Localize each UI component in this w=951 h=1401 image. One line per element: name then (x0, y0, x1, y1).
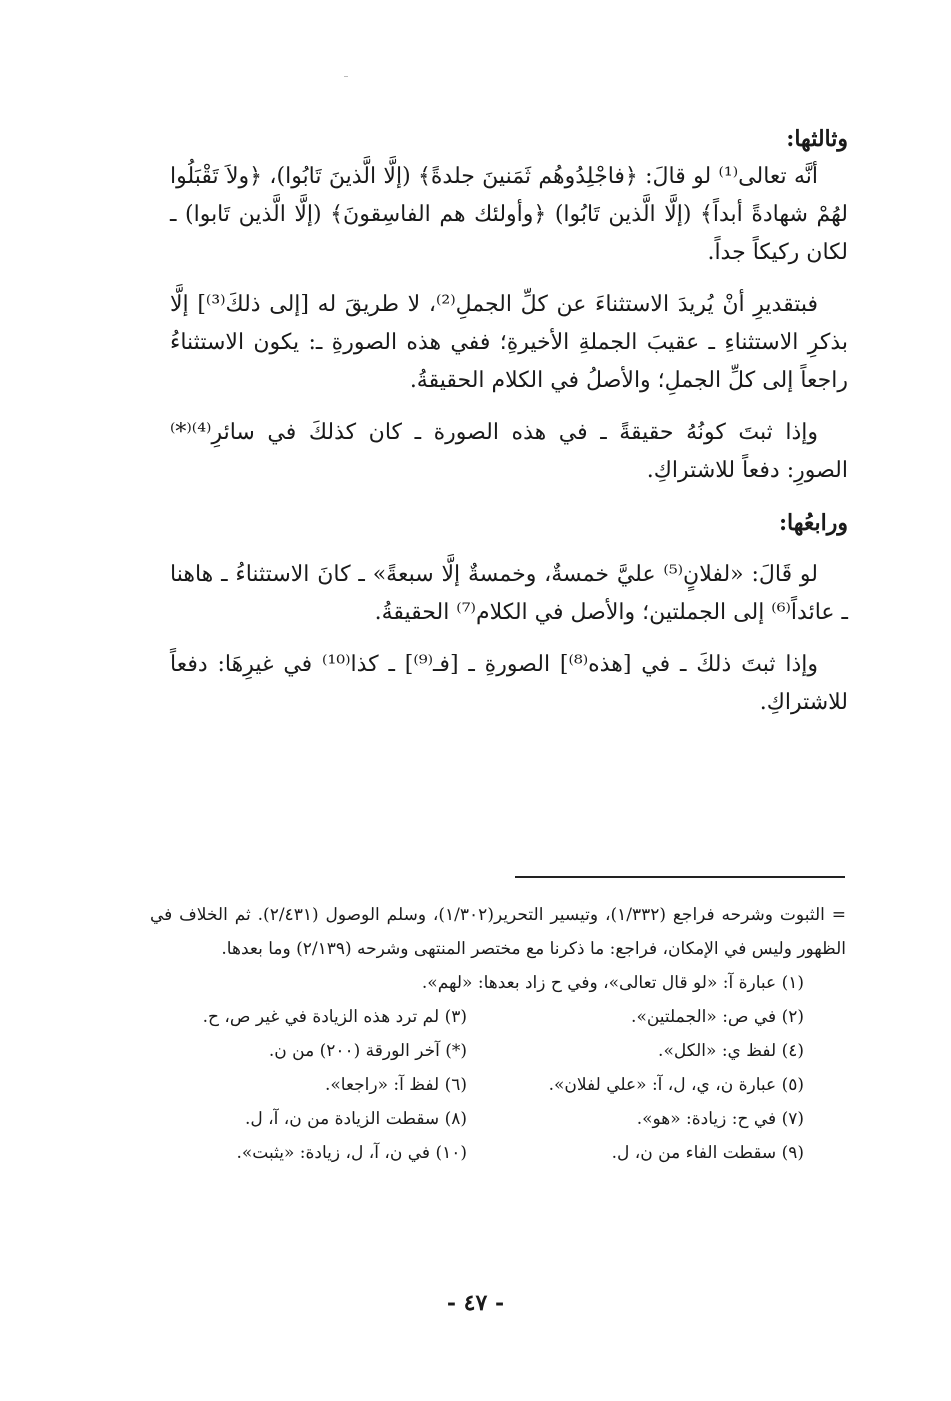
paragraph: فبتقديرِ أنْ يُريدَ الاستثناءَ عن كلِّ الجملِ⁽²⁾، لا طريقَ له [إلى ذلكَ⁽³⁾] إلَّا بذكرِ الاستثناءِ ـ عقيبَ الجملةِ الأخيرةِ؛ ففي هذه الصورةِ ـ: يكون الاستثناءُ راجعاً إلى كلِّ الجملِ؛ والأصلُ في الكلام الحقيقةُ. (170, 292, 848, 393)
page-mark (344, 76, 348, 77)
footnote-8: (٨) سقطت الزيادة من ن، آ، ل. (245, 1109, 467, 1129)
main-text (170, 120, 848, 722)
footnote-1: (١) عبارة آ: «لو قال تعالى»، وفي ح زاد بعدها: «لهم». (421, 973, 804, 993)
footnote-5: (٥) عبارة ن، ي، ل، آ: «علي لفلان». (548, 1075, 804, 1095)
footnote-2: (٢) في ص: «الجملتين». (631, 1007, 804, 1027)
paragraph: وإذا ثبتَ ذلكَ ـ في [هذه⁽⁸⁾] الصورةِ ـ [فـ⁽⁹⁾] ـ كذا⁽¹⁰⁾ في غيرِهَا: دفعاً للاشتراكِ. (170, 652, 848, 715)
footnote-separator (515, 876, 845, 878)
footnote-7: (٧) في ح: زيادة: «هو». (636, 1109, 804, 1129)
paragraph: وإذا ثبتَ كونُهُ حقيقةً ـ في هذه الصورة ـ كان كذلكَ في سائرِ⁽⁴⁾⁽*⁾ الصورِ: دفعاً للاشتراكِ. (170, 420, 848, 483)
footnote-6: (٦) لفظ آ: «راجعا». (324, 1075, 467, 1095)
heading-fourth: ورابعُها: (778, 510, 848, 536)
footnote-4: (٤) لفظ ي: «الكل». (658, 1041, 804, 1061)
footnote-10: (١٠) في ن، آ، ل، زيادة: «يثبت». (236, 1143, 467, 1163)
footnote-star: (*) آخر الورقة (٢٠٠) من ن. (268, 1041, 467, 1061)
footnote-grid (150, 1000, 846, 1170)
footnote-3: (٣) لم ترد هذه الزيادة في غير ص، ح. (202, 1007, 467, 1027)
paragraph: أنَّه تعالى⁽¹⁾ لو قالَ: ﴿فاجْلِدُوهُم ثَمَنينَ جلدةً﴾ (إلَّا الَّذينَ تَابُوا)، ﴿ولاَ تَقْبَلُوا لهُمْ شهادةً أبداً﴾ (إلَّا الَّذين تَابُوا) ﴿وأولئك هم الفاسِقونَ﴾ (إلَّا الَّذين تَابوا) ـ لكان ركيكاً جداً. (170, 164, 848, 265)
footnotes (150, 898, 846, 1170)
page-number: - ٤٧ - (446, 1290, 505, 1316)
heading-third: وثالثها: (786, 126, 848, 152)
footnote-9: (٩) سقطت الفاء من ن، ل. (611, 1143, 804, 1163)
paragraph: لو قَالَ: «لفلانٍ⁽⁵⁾ عليَّ خمسةٌ، وخمسةٌ إلَّا سبعةً» ـ كانَ الاستثناءُ ـ هاهنا ـ عائداً⁽⁶⁾ إلى الجملتين؛ والأصل في الكلام⁽⁷⁾ الحقيقةُ. (170, 562, 848, 625)
footnote-continuation: = الثبوت وشرحه فراجع (١/٣٣٢)، وتيسير التحرير(١/٣٠٢)، وسلم الوصول (٢/٤٣١). ثم الخلاف في الظهور وليس في الإمكان، فراجع: ما ذكرنا مع مختصر المنتهى وشرحه (٢/١٣٩) وما بعدها. (150, 905, 846, 959)
